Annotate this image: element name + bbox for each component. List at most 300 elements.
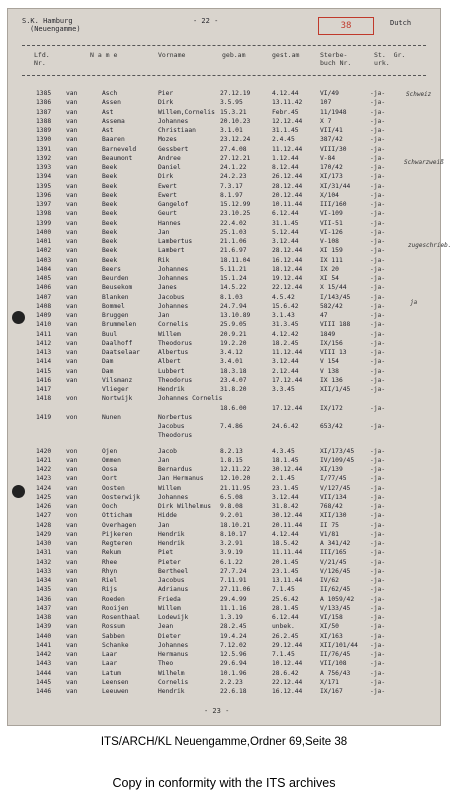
surname: Ommen bbox=[102, 456, 121, 464]
certificate-flag: -ja- bbox=[370, 484, 386, 492]
certificate-flag: -ja- bbox=[370, 447, 386, 455]
name-prefix: van bbox=[66, 577, 78, 584]
death-register-number: VIII 188 bbox=[320, 321, 351, 329]
birth-date: 7.4.86 bbox=[220, 423, 243, 430]
record-row bbox=[8, 376, 440, 385]
surname: Vilsmanz bbox=[102, 376, 133, 384]
death-date: 16.12.44 bbox=[272, 688, 303, 695]
death-date: 22.12.44 bbox=[272, 284, 303, 292]
name-prefix: van bbox=[66, 540, 78, 547]
record-row bbox=[8, 447, 440, 456]
name-prefix: van bbox=[66, 228, 78, 236]
certificate-flag: -ja- bbox=[370, 367, 386, 375]
death-register-number: I/77/45 bbox=[320, 475, 347, 483]
record-number: 1424 bbox=[36, 484, 52, 492]
record-row bbox=[8, 687, 440, 696]
surname: Pijkeren bbox=[102, 530, 133, 538]
record-number: 1414 bbox=[36, 358, 52, 366]
birth-date: 6.1.22 bbox=[220, 558, 243, 566]
record-number: 1400 bbox=[36, 228, 52, 236]
death-date: unbek. bbox=[272, 623, 295, 631]
death-register-number: 11/1948 bbox=[320, 108, 347, 116]
surname: Roeden bbox=[102, 595, 125, 603]
death-date: 11.12.44 bbox=[272, 145, 303, 153]
certificate-flag: -ja- bbox=[370, 173, 386, 181]
death-register-number: V/126/45 bbox=[320, 567, 351, 575]
death-date: 6.12.44 bbox=[272, 614, 299, 621]
death-register-number: II 75 bbox=[320, 521, 339, 529]
birth-date: 1.8.15 bbox=[220, 456, 243, 464]
given-name: Theodorus bbox=[158, 339, 193, 347]
name-prefix: van bbox=[66, 302, 78, 310]
death-date: 19.12.44 bbox=[272, 275, 303, 282]
record-number: 1417 bbox=[36, 386, 52, 393]
name-prefix: van bbox=[66, 238, 78, 245]
record-number: 1396 bbox=[36, 191, 52, 199]
given-name: Cornelis bbox=[158, 321, 189, 329]
record-number: 1392 bbox=[36, 154, 52, 162]
surname: Assen bbox=[102, 99, 121, 107]
record-row bbox=[8, 678, 440, 687]
death-register-number: 582/42 bbox=[320, 302, 343, 310]
given-name: Mozes bbox=[158, 136, 177, 144]
surname: Beek bbox=[102, 182, 118, 190]
birth-date: 23.10.25 bbox=[220, 210, 251, 218]
record-number: 1439 bbox=[36, 623, 52, 631]
death-register-number: XII/1/45 bbox=[320, 386, 351, 393]
given-name: Ewert bbox=[158, 191, 177, 199]
name-prefix: van bbox=[66, 493, 78, 501]
death-register-number: IV/62 bbox=[320, 577, 339, 584]
record-row bbox=[8, 474, 440, 483]
certificate-flag: -ja- bbox=[370, 349, 386, 356]
surname: Leensen bbox=[102, 678, 129, 686]
death-date: 28.1.45 bbox=[272, 604, 299, 612]
death-date: 29.12.44 bbox=[272, 641, 303, 649]
record-row bbox=[8, 302, 440, 311]
record-row bbox=[8, 191, 440, 200]
death-date: 2.1.45 bbox=[272, 475, 295, 483]
record-number: 1404 bbox=[36, 265, 52, 273]
certificate-flag: -ja- bbox=[370, 651, 386, 658]
death-register-number: X 7 bbox=[320, 117, 332, 125]
name-prefix: van bbox=[66, 651, 78, 658]
record-row bbox=[8, 659, 440, 668]
record-row bbox=[8, 576, 440, 585]
name-prefix: van bbox=[66, 456, 78, 464]
given-name: Willem,Cornelis bbox=[158, 108, 215, 116]
birth-date: 15.12.99 bbox=[220, 201, 251, 208]
col-vorname: Vorname bbox=[158, 51, 186, 59]
record-number: 1420 bbox=[36, 447, 52, 455]
name-prefix: van bbox=[66, 367, 78, 375]
given-name: Gessbert bbox=[158, 145, 189, 153]
death-date: 23.1.45 bbox=[272, 484, 299, 492]
death-date: 31.8.42 bbox=[272, 503, 299, 510]
death-date: 4.12.44 bbox=[272, 90, 299, 97]
death-date: 31.1.45 bbox=[272, 219, 299, 227]
record-row bbox=[8, 367, 440, 376]
death-date: Febr.45 bbox=[272, 108, 299, 116]
birth-date: 27.12.19 bbox=[220, 90, 251, 97]
certificate-flag: -ja- bbox=[370, 521, 386, 529]
certificate-flag: -ja- bbox=[370, 623, 386, 631]
given-name: Cornelis bbox=[158, 678, 189, 686]
certificate-flag: -ja- bbox=[370, 475, 386, 483]
record-row bbox=[8, 521, 440, 530]
given-name: Hendrik bbox=[158, 386, 185, 393]
certificate-flag: -ja- bbox=[370, 404, 386, 412]
surname: Assema bbox=[102, 117, 125, 125]
death-register-number: VI/49 bbox=[320, 90, 339, 97]
death-register-number: V-84 bbox=[320, 154, 336, 162]
name-prefix: van bbox=[66, 201, 78, 208]
birth-date: 6.5.08 bbox=[220, 493, 243, 501]
certificate-flag: -ja- bbox=[370, 293, 386, 301]
surname: Beek bbox=[102, 201, 118, 208]
death-date: 30.12.44 bbox=[272, 466, 303, 473]
given-name: Christiaan bbox=[158, 127, 196, 134]
surname: Rhyn bbox=[102, 567, 118, 575]
surname: Otticham bbox=[102, 512, 133, 520]
birth-date: 22.4.02 bbox=[220, 219, 247, 227]
given-name: Pieter bbox=[158, 558, 181, 566]
birth-date: 18.10.21 bbox=[220, 521, 251, 529]
given-name: Andree bbox=[158, 154, 181, 162]
certificate-flag: -ja- bbox=[370, 312, 386, 319]
death-date: 4.12.42 bbox=[272, 330, 299, 338]
death-register-number: A 1059/42 bbox=[320, 595, 355, 603]
surname: Beaumont bbox=[102, 154, 133, 162]
given-name: Hendrik bbox=[158, 688, 185, 695]
column-headers bbox=[8, 51, 440, 71]
name-prefix: van bbox=[66, 358, 78, 366]
death-register-number: V 154 bbox=[320, 358, 339, 366]
birth-date: 11.1.16 bbox=[220, 604, 247, 612]
birth-date: 8.10.17 bbox=[220, 530, 247, 538]
death-register-number: XI/50 bbox=[320, 623, 339, 631]
given-name: Johannes Cornelis bbox=[158, 395, 223, 403]
name-prefix: van bbox=[66, 210, 78, 218]
record-number: 1433 bbox=[36, 567, 52, 575]
birth-date: 29.4.99 bbox=[220, 595, 247, 603]
name-prefix: van bbox=[66, 127, 78, 134]
birth-date: 27.7.24 bbox=[220, 567, 247, 575]
certificate-flag: -ja- bbox=[370, 154, 386, 162]
name-prefix: van bbox=[66, 145, 78, 153]
record-number: 1436 bbox=[36, 595, 52, 603]
punch-hole bbox=[12, 311, 25, 324]
certificate-flag: -ja- bbox=[370, 302, 386, 310]
record-row bbox=[8, 604, 440, 613]
death-register-number: A 341/42 bbox=[320, 540, 351, 547]
death-register-number: XI/173 bbox=[320, 173, 343, 181]
record-number: 1432 bbox=[36, 558, 52, 566]
death-date: 10.12.44 bbox=[272, 660, 303, 668]
record-number: 1399 bbox=[36, 219, 52, 227]
record-number: 1426 bbox=[36, 503, 52, 510]
death-date: 8.12.44 bbox=[272, 164, 299, 171]
record-number: 1421 bbox=[36, 456, 52, 464]
record-number: 1387 bbox=[36, 108, 52, 116]
death-date: 31.3.45 bbox=[272, 321, 299, 329]
name-prefix: van bbox=[66, 641, 78, 649]
document-page bbox=[7, 8, 451, 726]
record-number: 1388 bbox=[36, 117, 52, 125]
death-date: 20.1.45 bbox=[272, 558, 299, 566]
given-name: Jan bbox=[158, 521, 170, 529]
birth-date: 12.5.96 bbox=[220, 651, 247, 658]
death-register-number: IX/167 bbox=[320, 688, 343, 695]
surname: Regteren bbox=[102, 540, 133, 547]
name-prefix: van bbox=[66, 530, 78, 538]
surname: Laar bbox=[102, 660, 118, 668]
certificate-flag: -ja- bbox=[370, 669, 386, 677]
death-register-number: XII/130 bbox=[320, 512, 347, 520]
certificate-flag: -ja- bbox=[370, 678, 386, 686]
record-number: 1391 bbox=[36, 145, 52, 153]
birth-date: 2.2.23 bbox=[220, 678, 243, 686]
certificate-flag: -ja- bbox=[370, 586, 386, 594]
death-date: 23.1.45 bbox=[272, 567, 299, 575]
name-prefix: van bbox=[66, 265, 78, 273]
record-number: 1402 bbox=[36, 247, 52, 255]
record-number: 1428 bbox=[36, 521, 52, 529]
certificate-flag: -ja- bbox=[370, 614, 386, 621]
death-date: 3.3.45 bbox=[272, 386, 295, 393]
given-name: Albert bbox=[158, 358, 181, 366]
name-prefix: van bbox=[66, 586, 78, 594]
certificate-flag: -ja- bbox=[370, 136, 386, 144]
certificate-flag: -ja- bbox=[370, 210, 386, 218]
name-prefix: van bbox=[66, 330, 78, 338]
death-register-number: 47 bbox=[320, 312, 328, 319]
certificate-flag: -ja- bbox=[370, 660, 386, 668]
death-date: 2.12.44 bbox=[272, 367, 299, 375]
certificate-flag: -ja- bbox=[370, 376, 386, 384]
surname: Leeuwen bbox=[102, 688, 129, 695]
given-name: Adrianus bbox=[158, 586, 189, 594]
given-name: Hannes bbox=[158, 219, 181, 227]
record-row bbox=[8, 357, 440, 366]
col-name: N a m e bbox=[90, 51, 118, 59]
birth-date: 7.11.91 bbox=[220, 577, 247, 584]
name-prefix: van bbox=[66, 191, 78, 199]
given-name: Johannes bbox=[158, 302, 189, 310]
given-name: Johannes bbox=[158, 117, 189, 125]
record-number: 1403 bbox=[36, 256, 52, 264]
birth-date: 23.4.07 bbox=[220, 376, 247, 384]
name-prefix: von bbox=[66, 512, 78, 520]
name-prefix: van bbox=[66, 164, 78, 171]
death-register-number: X/171 bbox=[320, 678, 339, 686]
birth-date: 3.4.12 bbox=[220, 349, 243, 356]
certificate-flag: -ja- bbox=[370, 256, 386, 264]
record-row bbox=[8, 228, 440, 237]
surname: Beek bbox=[102, 256, 118, 264]
record-number: 1397 bbox=[36, 201, 52, 208]
name-prefix: van bbox=[66, 339, 78, 347]
name-prefix: von bbox=[66, 395, 78, 403]
certificate-flag: -ja- bbox=[370, 595, 386, 603]
record-row bbox=[8, 246, 440, 255]
record-number: 1437 bbox=[36, 604, 52, 612]
record-number: 1408 bbox=[36, 302, 52, 310]
page-stamp: 38 bbox=[318, 17, 374, 35]
given-name: Janes bbox=[158, 284, 177, 292]
given-name: Lodewijk bbox=[158, 614, 189, 621]
death-register-number: XII/101/44 bbox=[320, 641, 358, 649]
given-name: Theodorus bbox=[158, 432, 193, 440]
certificate-flag: -ja- bbox=[370, 284, 386, 292]
record-row bbox=[8, 237, 440, 246]
birth-date: 9.2.01 bbox=[220, 512, 243, 520]
death-register-number: V/133/45 bbox=[320, 604, 351, 612]
record-row bbox=[8, 200, 440, 209]
record-number: 1430 bbox=[36, 540, 52, 547]
certificate-flag: -ja- bbox=[370, 466, 386, 473]
death-register-number: XI/173/45 bbox=[320, 447, 355, 455]
record-number: 1406 bbox=[36, 284, 52, 292]
surname: Baaren bbox=[102, 136, 125, 144]
death-date: 4.5.42 bbox=[272, 293, 295, 301]
surname: Beers bbox=[102, 265, 121, 273]
given-name: Jacob bbox=[158, 447, 177, 455]
given-name: Jan bbox=[158, 228, 170, 236]
given-name: Ewert bbox=[158, 182, 177, 190]
birth-date: 27.11.06 bbox=[220, 586, 251, 594]
record-row bbox=[8, 650, 440, 659]
record-row bbox=[8, 339, 440, 348]
certificate-flag: -ja- bbox=[370, 641, 386, 649]
death-date: 5.12.44 bbox=[272, 228, 299, 236]
surname: Beek bbox=[102, 173, 118, 181]
given-name: Hendrik bbox=[158, 540, 185, 547]
certificate-flag: -ja- bbox=[370, 275, 386, 282]
name-prefix: von bbox=[66, 413, 78, 421]
certificate-flag: -ja- bbox=[370, 530, 386, 538]
given-name: Willem bbox=[158, 484, 181, 492]
record-number: 1431 bbox=[36, 549, 52, 557]
death-date: 18.2.45 bbox=[272, 339, 299, 347]
record-number: 1419 bbox=[36, 413, 52, 421]
birth-date: 31.8.20 bbox=[220, 386, 247, 393]
archive-reference: ITS/ARCH/KL Neuengamme,Ordner 69,Seite 38 bbox=[100, 736, 348, 748]
surname: Schanke bbox=[102, 641, 129, 649]
given-name: Daniel bbox=[158, 164, 181, 171]
given-name: Lambertus bbox=[158, 238, 193, 245]
given-name: Pier bbox=[158, 90, 174, 97]
record-row bbox=[8, 182, 440, 191]
birth-date: 24.1.22 bbox=[220, 164, 247, 171]
surname: Overhagen bbox=[102, 521, 137, 529]
death-register-number: XI 54 bbox=[320, 275, 339, 282]
death-date: 31.1.45 bbox=[272, 127, 299, 134]
birth-date: 20.9.21 bbox=[220, 330, 247, 338]
certificate-flag: -ja- bbox=[370, 558, 386, 566]
record-number: 1425 bbox=[36, 493, 52, 501]
death-register-number: VI-126 bbox=[320, 228, 343, 236]
record-row bbox=[8, 595, 440, 604]
given-name: Jan bbox=[158, 456, 170, 464]
surname: Beek bbox=[102, 219, 118, 227]
surname: Dam bbox=[102, 358, 114, 366]
name-prefix: van bbox=[66, 632, 78, 640]
surname: Bommel bbox=[102, 302, 125, 310]
record-row bbox=[8, 209, 440, 218]
given-name: Johannes bbox=[158, 493, 189, 501]
given-name: Norbertus bbox=[158, 413, 193, 421]
given-name: Hidde bbox=[158, 512, 177, 520]
name-prefix: van bbox=[66, 623, 78, 631]
name-prefix: van bbox=[66, 312, 78, 319]
birth-date: 25.9.05 bbox=[220, 321, 247, 329]
name-prefix: van bbox=[66, 660, 78, 668]
certificate-flag: -ja- bbox=[370, 238, 386, 245]
record-row bbox=[8, 98, 440, 107]
certificate-flag: -ja- bbox=[370, 127, 386, 134]
death-register-number: V/127/45 bbox=[320, 484, 351, 492]
death-date: 28.12.44 bbox=[272, 247, 303, 255]
death-register-number: V1/81 bbox=[320, 530, 339, 538]
death-register-number: IX 20 bbox=[320, 265, 339, 273]
surname: Dam bbox=[102, 367, 114, 375]
surname: Nunen bbox=[102, 413, 121, 421]
record-row bbox=[8, 265, 440, 274]
death-date: 26.12.44 bbox=[272, 173, 303, 181]
death-date: 18.12.44 bbox=[272, 265, 303, 273]
name-prefix: van bbox=[66, 247, 78, 255]
certificate-flag: -ja- bbox=[370, 228, 386, 236]
given-name: Hermanus bbox=[158, 651, 189, 658]
surname: Sabben bbox=[102, 632, 125, 640]
birth-date: 10.1.96 bbox=[220, 669, 247, 677]
record-row bbox=[8, 502, 440, 511]
list-type: Dutch bbox=[390, 19, 412, 27]
death-date: 12.12.44 bbox=[272, 117, 303, 125]
death-date: 1.12.44 bbox=[272, 154, 299, 162]
surname: Buul bbox=[102, 330, 118, 338]
record-row bbox=[8, 385, 440, 394]
record-number: 1409 bbox=[36, 312, 52, 319]
record-number: 1422 bbox=[36, 466, 52, 473]
death-register-number: 107 bbox=[320, 99, 332, 107]
birth-date: 24.2.23 bbox=[220, 173, 247, 181]
handwritten-note: zugeschrieb. bbox=[408, 242, 451, 249]
record-number: 1385 bbox=[36, 90, 52, 97]
given-name: Johannes bbox=[158, 265, 189, 273]
birth-date: 21.6.97 bbox=[220, 247, 247, 255]
death-date: 2.4.45 bbox=[272, 136, 295, 144]
death-register-number: V/21/45 bbox=[320, 558, 347, 566]
death-date: 11.12.44 bbox=[272, 349, 303, 356]
name-prefix: van bbox=[66, 117, 78, 125]
surname: Ojen bbox=[102, 447, 118, 455]
certificate-flag: -ja- bbox=[370, 145, 386, 153]
copy-note: Copy in conformity with the ITS archives bbox=[112, 776, 336, 790]
name-prefix: van bbox=[66, 669, 78, 677]
certificate-flag: -ja- bbox=[370, 493, 386, 501]
record-number: 1386 bbox=[36, 99, 52, 107]
certificate-flag: -ja- bbox=[370, 117, 386, 125]
birth-date: 25.1.03 bbox=[220, 228, 247, 236]
death-register-number: XI/163 bbox=[320, 632, 343, 640]
surname: Barneveld bbox=[102, 145, 137, 153]
record-row bbox=[8, 172, 440, 181]
name-prefix: van bbox=[66, 614, 78, 621]
record-row bbox=[8, 669, 440, 678]
given-name: Bertheel bbox=[158, 567, 189, 575]
